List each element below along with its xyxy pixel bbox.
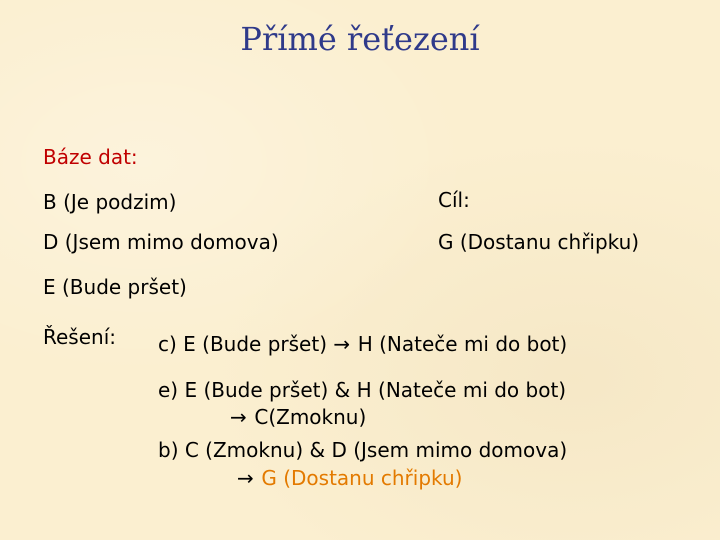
fact-d: D (Jsem mimo domova) (43, 230, 279, 254)
step-c-conclusion: H (Nateče mi do bot) (351, 332, 568, 356)
solution-step-e: e) E (Bude pršet) & H (Nateče mi do bot) (158, 378, 567, 402)
goal-value: G (Dostanu chřipku) (438, 230, 640, 254)
step-e-conclusion: C(Zmoknu) (248, 405, 367, 429)
solution-label: Řešení: (43, 325, 116, 349)
solution-step-c (158, 332, 567, 357)
step-c-premise: c) E (Bude pršet) (158, 332, 334, 356)
arrow-icon: → (230, 405, 247, 429)
goal-heading: Cíl: (438, 188, 470, 212)
solution-step-b: b) C (Zmoknu) & D (Jsem mimo domova) (158, 438, 568, 462)
solution-step-b-result (237, 466, 462, 491)
step-b-conclusion: G (Dostanu chřipku) (255, 466, 463, 490)
arrow-icon: → (333, 332, 351, 356)
solution-step-e-result (230, 405, 366, 430)
database-heading: Báze dat: (43, 145, 138, 169)
fact-b: B (Je podzim) (43, 190, 177, 214)
slide-title: Přímé řeťezení (240, 20, 480, 58)
fact-e: E (Bude pršet) (43, 275, 187, 299)
arrow-icon: → (237, 466, 254, 490)
